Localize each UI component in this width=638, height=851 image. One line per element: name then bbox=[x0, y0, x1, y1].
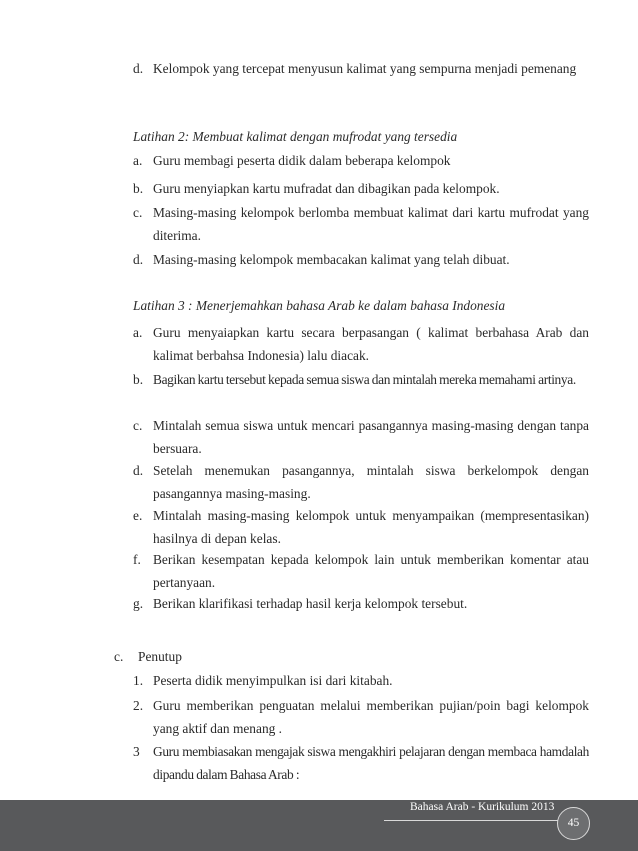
list-text: Guru memberikan penguatan melalui memberikan pujian/poin bagi kelompok yang aktif dan menang . bbox=[153, 698, 589, 736]
footer-title: Bahasa Arab - Kurikulum 2013 bbox=[410, 801, 555, 813]
latihan-2-heading: Latihan 2: Membuat kalimat dengan mufrodat yang tersedia bbox=[133, 129, 458, 144]
list-item bbox=[133, 694, 589, 740]
list-text: Masing-masing kelompok berlomba membuat kalimat dari kartu mufrodat yang diterima. bbox=[153, 205, 589, 243]
list-text: Guru menyiapkan kartu mufradat dan dibagikan pada kelompok. bbox=[153, 181, 500, 196]
list-marker: 1. bbox=[133, 673, 144, 688]
list-item bbox=[133, 548, 589, 594]
list-marker: e. bbox=[133, 508, 143, 523]
section-title: Penutup bbox=[138, 649, 182, 664]
list-text: Masing-masing kelompok membacakan kalimat yang telah dibuat. bbox=[153, 252, 510, 267]
list-item bbox=[133, 57, 589, 80]
penutup-heading bbox=[114, 645, 194, 668]
list-marker: d. bbox=[133, 463, 144, 478]
list-text: Guru membiasakan mengajak siswa mengakhiri pelajaran dengan membaca hamdalah dipandu dalam Bahasa Arab : bbox=[153, 744, 589, 782]
list-marker: d. bbox=[133, 61, 144, 76]
list-text: Peserta didik menyimpulkan isi dari kitabah. bbox=[153, 673, 393, 688]
list-item bbox=[133, 149, 589, 172]
list-marker: a. bbox=[133, 325, 143, 340]
list-item bbox=[133, 740, 589, 786]
list-item bbox=[133, 248, 589, 271]
list-text: Setelah menemukan pasangannya, mintalah siswa berkelompok dengan pasangannya masing-masing. bbox=[153, 463, 589, 501]
list-item bbox=[133, 368, 589, 391]
list-marker: d. bbox=[133, 252, 144, 267]
latihan-3-heading: Latihan 3 : Menerjemahkan bahasa Arab ke dalam bahasa Indonesia bbox=[133, 298, 506, 313]
list-text: Kelompok yang tercepat menyusun kalimat yang sempurna menjadi pemenang bbox=[153, 61, 577, 76]
list-text: Bagikan kartu tersebut kepada semua siswa dan mintalah mereka memahami artinya. bbox=[153, 372, 576, 387]
list-marker: c. bbox=[133, 418, 143, 433]
list-item bbox=[133, 459, 589, 505]
list-item bbox=[133, 669, 589, 692]
list-marker: 2. bbox=[133, 698, 144, 713]
page-number: 45 bbox=[557, 807, 590, 840]
list-item bbox=[133, 504, 589, 550]
list-text: Berikan kesempatan kepada kelompok lain untuk memberikan komentar atau pertanyaan. bbox=[153, 552, 589, 590]
list-marker: g. bbox=[133, 596, 144, 611]
list-item bbox=[133, 177, 589, 200]
list-text: Mintalah masing-masing kelompok untuk menyampaikan (mempresentasikan) hasilnya di depan kelas. bbox=[153, 508, 589, 546]
list-marker: b. bbox=[133, 181, 144, 196]
list-text: Guru menyaiapkan kartu secara berpasangan ( kalimat berbahasa Arab dan kalimat berbahsa Indonesia) lalu diacak. bbox=[153, 325, 589, 363]
footer-rule bbox=[384, 820, 564, 821]
list-marker: 3 bbox=[133, 744, 140, 759]
list-text: Guru membagi peserta didik dalam beberapa kelompok bbox=[153, 153, 451, 168]
list-marker: a. bbox=[133, 153, 143, 168]
list-item bbox=[133, 321, 589, 367]
list-text: Berikan klarifikasi terhadap hasil kerja kelompok tersebut. bbox=[153, 596, 468, 611]
list-text: Mintalah semua siswa untuk mencari pasangannya masing-masing dengan tanpa bersuara. bbox=[153, 418, 589, 456]
list-item bbox=[133, 201, 589, 247]
list-marker: b. bbox=[133, 372, 144, 387]
list-marker: f. bbox=[133, 552, 141, 567]
list-marker: c. bbox=[133, 205, 143, 220]
section-marker: c. bbox=[114, 649, 124, 664]
list-item bbox=[133, 592, 589, 615]
list-item bbox=[133, 414, 589, 460]
